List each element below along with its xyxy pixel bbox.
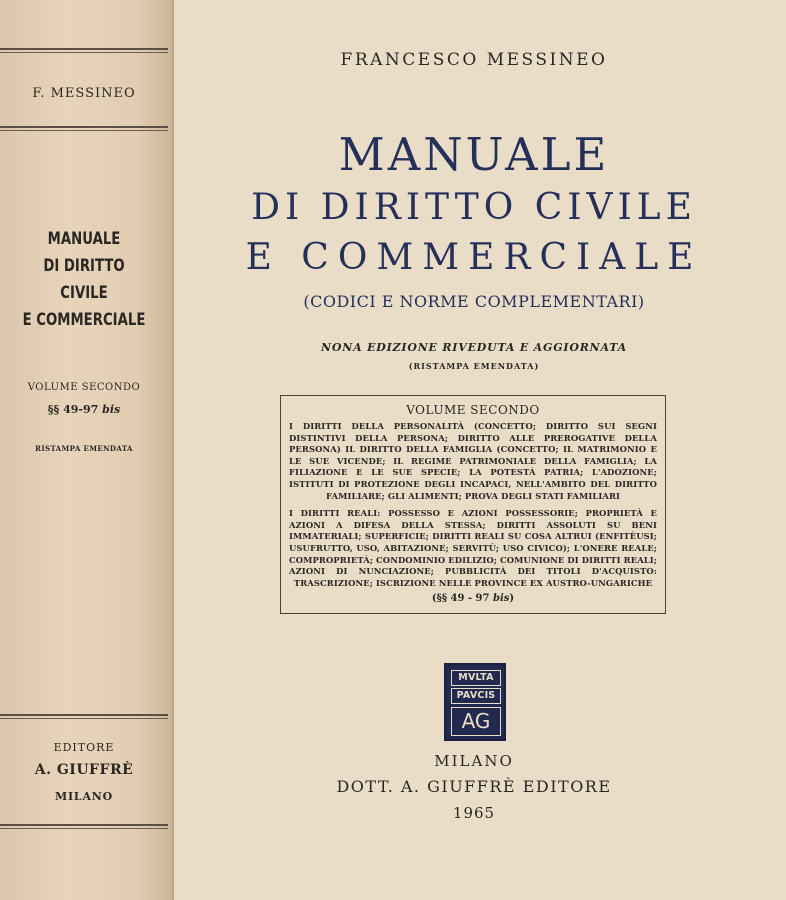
contents-paragraph: I DIRITTI REALI: POSSESSO E AZIONI POSSESSORIE; PROPRIETÀ E AZIONI A DIFESA DELLA STESSA; DIRITTI ASSOLUTI SU BENI IMMATERIALI; SUPERFICIE; DIRITTI REALI SU COSA ALTRUI (ENFITÈUSI; USUFRUTTO, USO, ABITAZIONE; SERVITÙ; USO CIVICO); L'ONERE REALE; COMPROPRIETÀ; CONDOMINIO EDILIZIO; COMUNIONE DI DIRITTI REALI; AZIONI DI NUNCIAZIONE; PUBBLICITÀ DEI TITOLI D'ACQUISTO: TRASCRIZIONE; ISCRIZIONE NELLE PROVINCE EX AUSTRO-UNGARICHE bbox=[289, 508, 657, 588]
book-cover bbox=[174, 0, 786, 900]
spine-title bbox=[18, 226, 149, 334]
spine-rule bbox=[0, 130, 168, 131]
spine-rule bbox=[0, 828, 168, 829]
spine-rule bbox=[0, 52, 168, 53]
cover-title-line3: E COMMERCIALE bbox=[245, 237, 703, 278]
logo-monogram: AG bbox=[451, 707, 501, 736]
cover-city: MILANO bbox=[434, 752, 514, 770]
cover-year: 1965 bbox=[452, 804, 496, 822]
spine-rule bbox=[0, 714, 168, 716]
spine-paragraph-suffix: bis bbox=[102, 403, 121, 416]
logo-line2: PAVCIS bbox=[451, 688, 501, 704]
spine-rule bbox=[0, 718, 168, 719]
spine-author: F. MESSINEO bbox=[32, 86, 136, 101]
cover-edition: NONA EDIZIONE RIVEDUTA E AGGIORNATA bbox=[321, 341, 627, 354]
contents-range-text: (§§ 49 - 97 bbox=[431, 593, 490, 605]
book-spine bbox=[0, 0, 174, 900]
contents-box bbox=[280, 395, 666, 614]
spine-city: MILANO bbox=[54, 790, 114, 803]
spine-volume: VOLUME SECONDO bbox=[27, 382, 141, 393]
spine-publisher: A. GIUFFRÈ bbox=[34, 762, 134, 778]
spine-title-line: E COMMERCIALE bbox=[22, 310, 146, 330]
contents-range-suffix: bis bbox=[492, 593, 510, 605]
spine-title-line: MANUALE bbox=[47, 229, 121, 249]
spine-rule bbox=[0, 48, 168, 50]
cover-publisher: DOTT. A. GIUFFRÈ EDITORE bbox=[336, 777, 612, 796]
contents-paragraph: I DIRITTI DELLA PERSONALITÀ (CONCETTO; DIRITTO SUI SEGNI DISTINTIVI DELLA PERSONA; DIRITTO ALLE PREROGATIVE DELLA PERSONA) IL DIRITTO DELLA FAMIGLIA (CONCETTO; IL MATRIMONIO E LE SUE VICENDE; IL REGIME PATRIMONIALE DELLA FAMIGLIA; LA FILIAZIONE E LE SUE SPECIE; LA POTESTÀ PATRIA; L'ADOZIONE; ISTITUTI DI PROTEZIONE DEGLI INCAPACI, NELL'AMBITO DEL DIRITTO FAMILIARE; GLI ALIMENTI; PROVA DEGLI STATI FAMILIARI bbox=[289, 421, 657, 501]
logo-line1: MVLTA bbox=[451, 670, 501, 686]
cover-author: FRANCESCO MESSINEO bbox=[340, 50, 608, 70]
spine-rule bbox=[0, 126, 168, 128]
cover-reprint: (RISTAMPA EMENDATA) bbox=[408, 361, 540, 371]
spine-paragraphs bbox=[0, 403, 168, 416]
spine-publisher-label: EDITORE bbox=[53, 741, 115, 754]
publisher-logo bbox=[444, 663, 506, 741]
contents-heading: VOLUME SECONDO bbox=[406, 403, 540, 417]
cover-title-line2: DI DIRITTO CIVILE bbox=[251, 187, 697, 228]
spine-paragraph-range: §§ 49-97 bbox=[47, 403, 99, 416]
spine-rule bbox=[0, 824, 168, 826]
cover-title-line1: MANUALE bbox=[338, 128, 610, 181]
contents-paragraph-range bbox=[289, 593, 657, 604]
spine-title-line: DI DIRITTO CIVILE bbox=[43, 256, 125, 303]
contents-range-close: ) bbox=[509, 593, 515, 605]
spine-reprint: RISTAMPA EMENDATA bbox=[35, 444, 133, 453]
cover-subtitle: (CODICI E NORME COMPLEMENTARI) bbox=[303, 292, 645, 311]
